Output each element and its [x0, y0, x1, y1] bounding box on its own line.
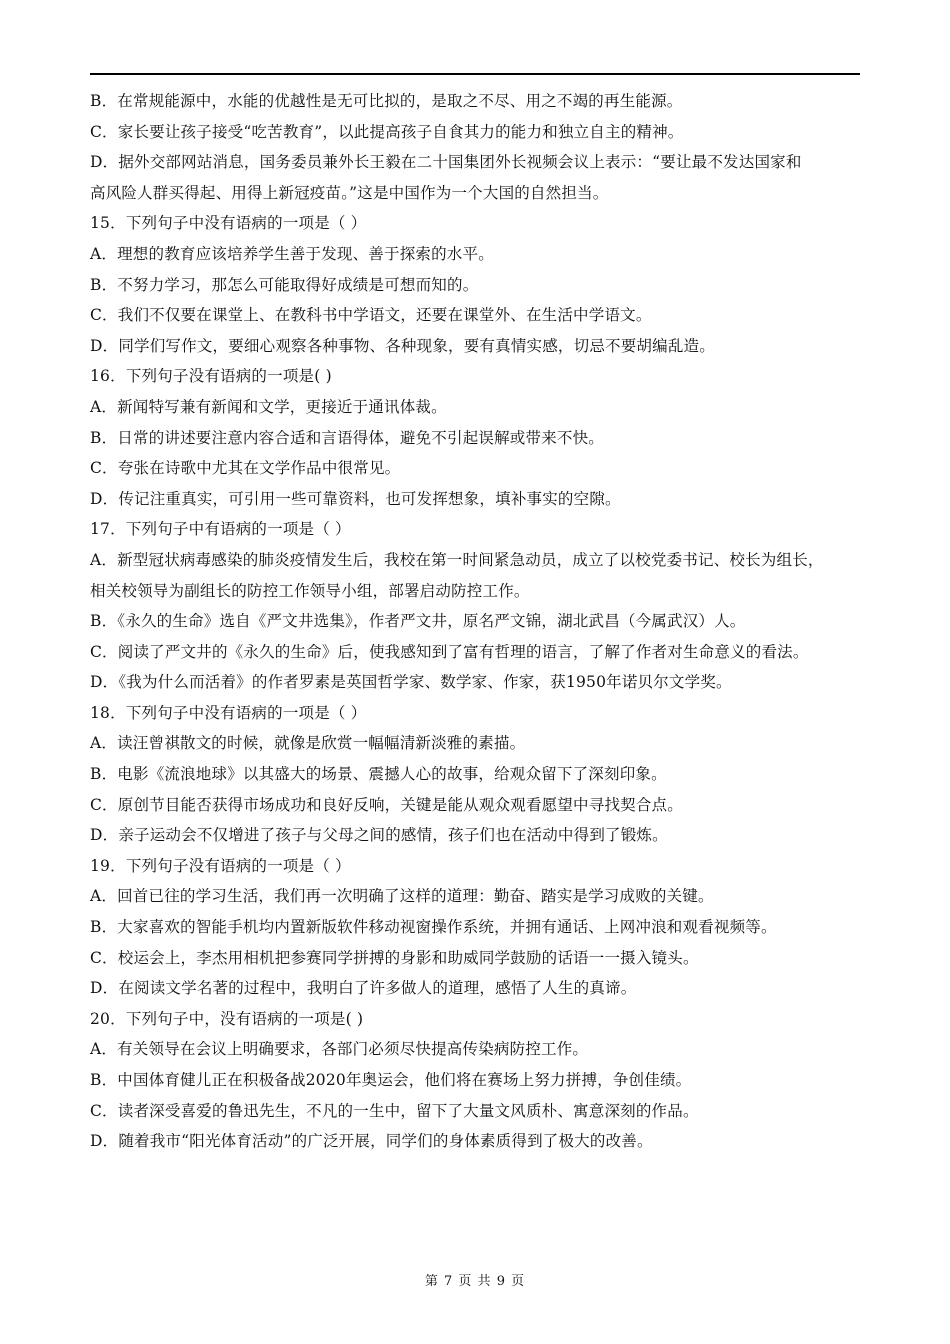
header-rule	[90, 73, 860, 75]
option-line: A．有关领导在会议上明确要求，各部门必须尽快提高传染病防控工作。	[90, 1040, 589, 1059]
option-line: B．《永久的生命》选自《严文井选集》，作者严文井，原名严文锦，湖北武昌（今属武汉）人。	[90, 612, 746, 631]
option-line: A．回首已往的学习生活，我们再一次明确了这样的道理：勤奋、踏实是学习成败的关键。	[90, 887, 714, 906]
option-line: C．我们不仅要在课堂上、在教科书中学语文，还要在课堂外、在生活中学语文。	[90, 306, 652, 325]
text-line: 高风险人群买得起、用得上新冠疫苗。”这是中国作为一个大国的自然担当。	[90, 183, 609, 202]
option-line: D．亲子运动会不仅增进了孩子与父母之间的感情，孩子们也在活动中得到了锻炼。	[90, 826, 668, 845]
option-line: A．新型冠状病毒感染的肺炎疫情发生后，我校在第一时间紧急动员，成立了以校党委书记、校长为组长，	[90, 550, 824, 569]
question-stem: 20．下列句子中，没有语病的一项是( )	[90, 1009, 364, 1028]
text-line: B．在常规能源中，水能的优越性是无可比拟的，是取之不尽、用之不竭的再生能源。	[90, 92, 683, 110]
option-line: 相关校领导为副组长的防控工作领导小组，部署启动防控工作。	[90, 581, 530, 600]
text-line: D．据外交部网站消息，国务委员兼外长王毅在二十国集团外长视频会议上表示：“要让最不发达国家和	[90, 153, 802, 172]
question-stem: 19．下列句子没有语病的一项是（ ）	[90, 856, 351, 875]
option-line: A．理想的教育应该培养学生善于发现、善于探索的水平。	[90, 244, 494, 263]
page-footer: 第 7 页 共 9 页	[424, 1274, 526, 1289]
option-line: C．读者深受喜爱的鲁迅先生，不凡的一生中，留下了大量文风质朴、寓意深刻的作品。	[90, 1101, 699, 1120]
option-line: B．不努力学习，那怎么可能取得好成绩是可想而知的。	[90, 275, 479, 294]
question-stem: 16．下列句子没有语病的一项是( )	[90, 367, 332, 386]
option-line: A．读汪曾祺散文的时候，就像是欣赏一幅幅清新淡雅的素描。	[90, 734, 526, 753]
option-line: C．夸张在诗歌中尤其在文学作品中很常见。	[90, 459, 401, 478]
question-stem: 15．下列句子中没有语病的一项是（ ）	[90, 214, 367, 233]
option-line: A．新闻特写兼有新闻和文学，更接近于通讯体裁。	[90, 397, 447, 416]
option-line: B．电影《流浪地球》以其盛大的场景、震撼人心的故事，给观众留下了深刻印象。	[90, 765, 667, 784]
option-line: D．传记注重真实，可引用一些可靠资料，也可发挥想象，填补事实的空隙。	[90, 489, 621, 508]
option-line: B．中国体育健儿正在积极备战2020年奥运会，他们将在赛场上努力拼搏，争创佳绩。	[90, 1071, 692, 1089]
option-line: B．大家喜欢的智能手机均内置新版软件移动视窗操作系统，并拥有通话、上网冲浪和观看视频等。	[90, 918, 777, 937]
page-content	[90, 86, 880, 1157]
option-line: C．原创节目能否获得市场成功和良好反响，关键是能从观众观看愿望中寻找契合点。	[90, 795, 683, 814]
text-line: C．家长要让孩子接受“吃苦教育”，以此提高孩子自食其力的能力和独立自主的精神。	[90, 122, 684, 141]
option-line: C．阅读了严文井的《永久的生命》后，使我感知到了富有哲理的语言，了解了作者对生命意义的看法。	[90, 642, 809, 661]
option-line: D．在阅读文学名著的过程中，我明白了许多做人的道理，感悟了人生的真谛。	[90, 979, 637, 998]
option-line: D．《我为什么而活着》的作者罗素是英国哲学家、数学家、作家，获1950年诺贝尔文学奖。	[90, 673, 732, 692]
option-line: D．随着我市“阳光体育活动”的广泛开展，同学们的身体素质得到了极大的改善。	[90, 1132, 653, 1151]
option-line: C．校运会上，李杰用相机把参赛同学拼搏的身影和助威同学鼓励的话语一一摄入镜头。	[90, 948, 699, 967]
question-stem: 17．下列句子中有语病的一项是（ ）	[90, 520, 351, 539]
option-line: D．同学们写作文，要细心观察各种事物、各种现象，要有真情实感，切忌不要胡编乱造。	[90, 336, 715, 355]
question-stem: 18．下列句子中没有语病的一项是（ ）	[90, 703, 367, 722]
option-line: B．日常的讲述要注意内容合适和言语得体，避免不引起误解或带来不快。	[90, 428, 604, 447]
